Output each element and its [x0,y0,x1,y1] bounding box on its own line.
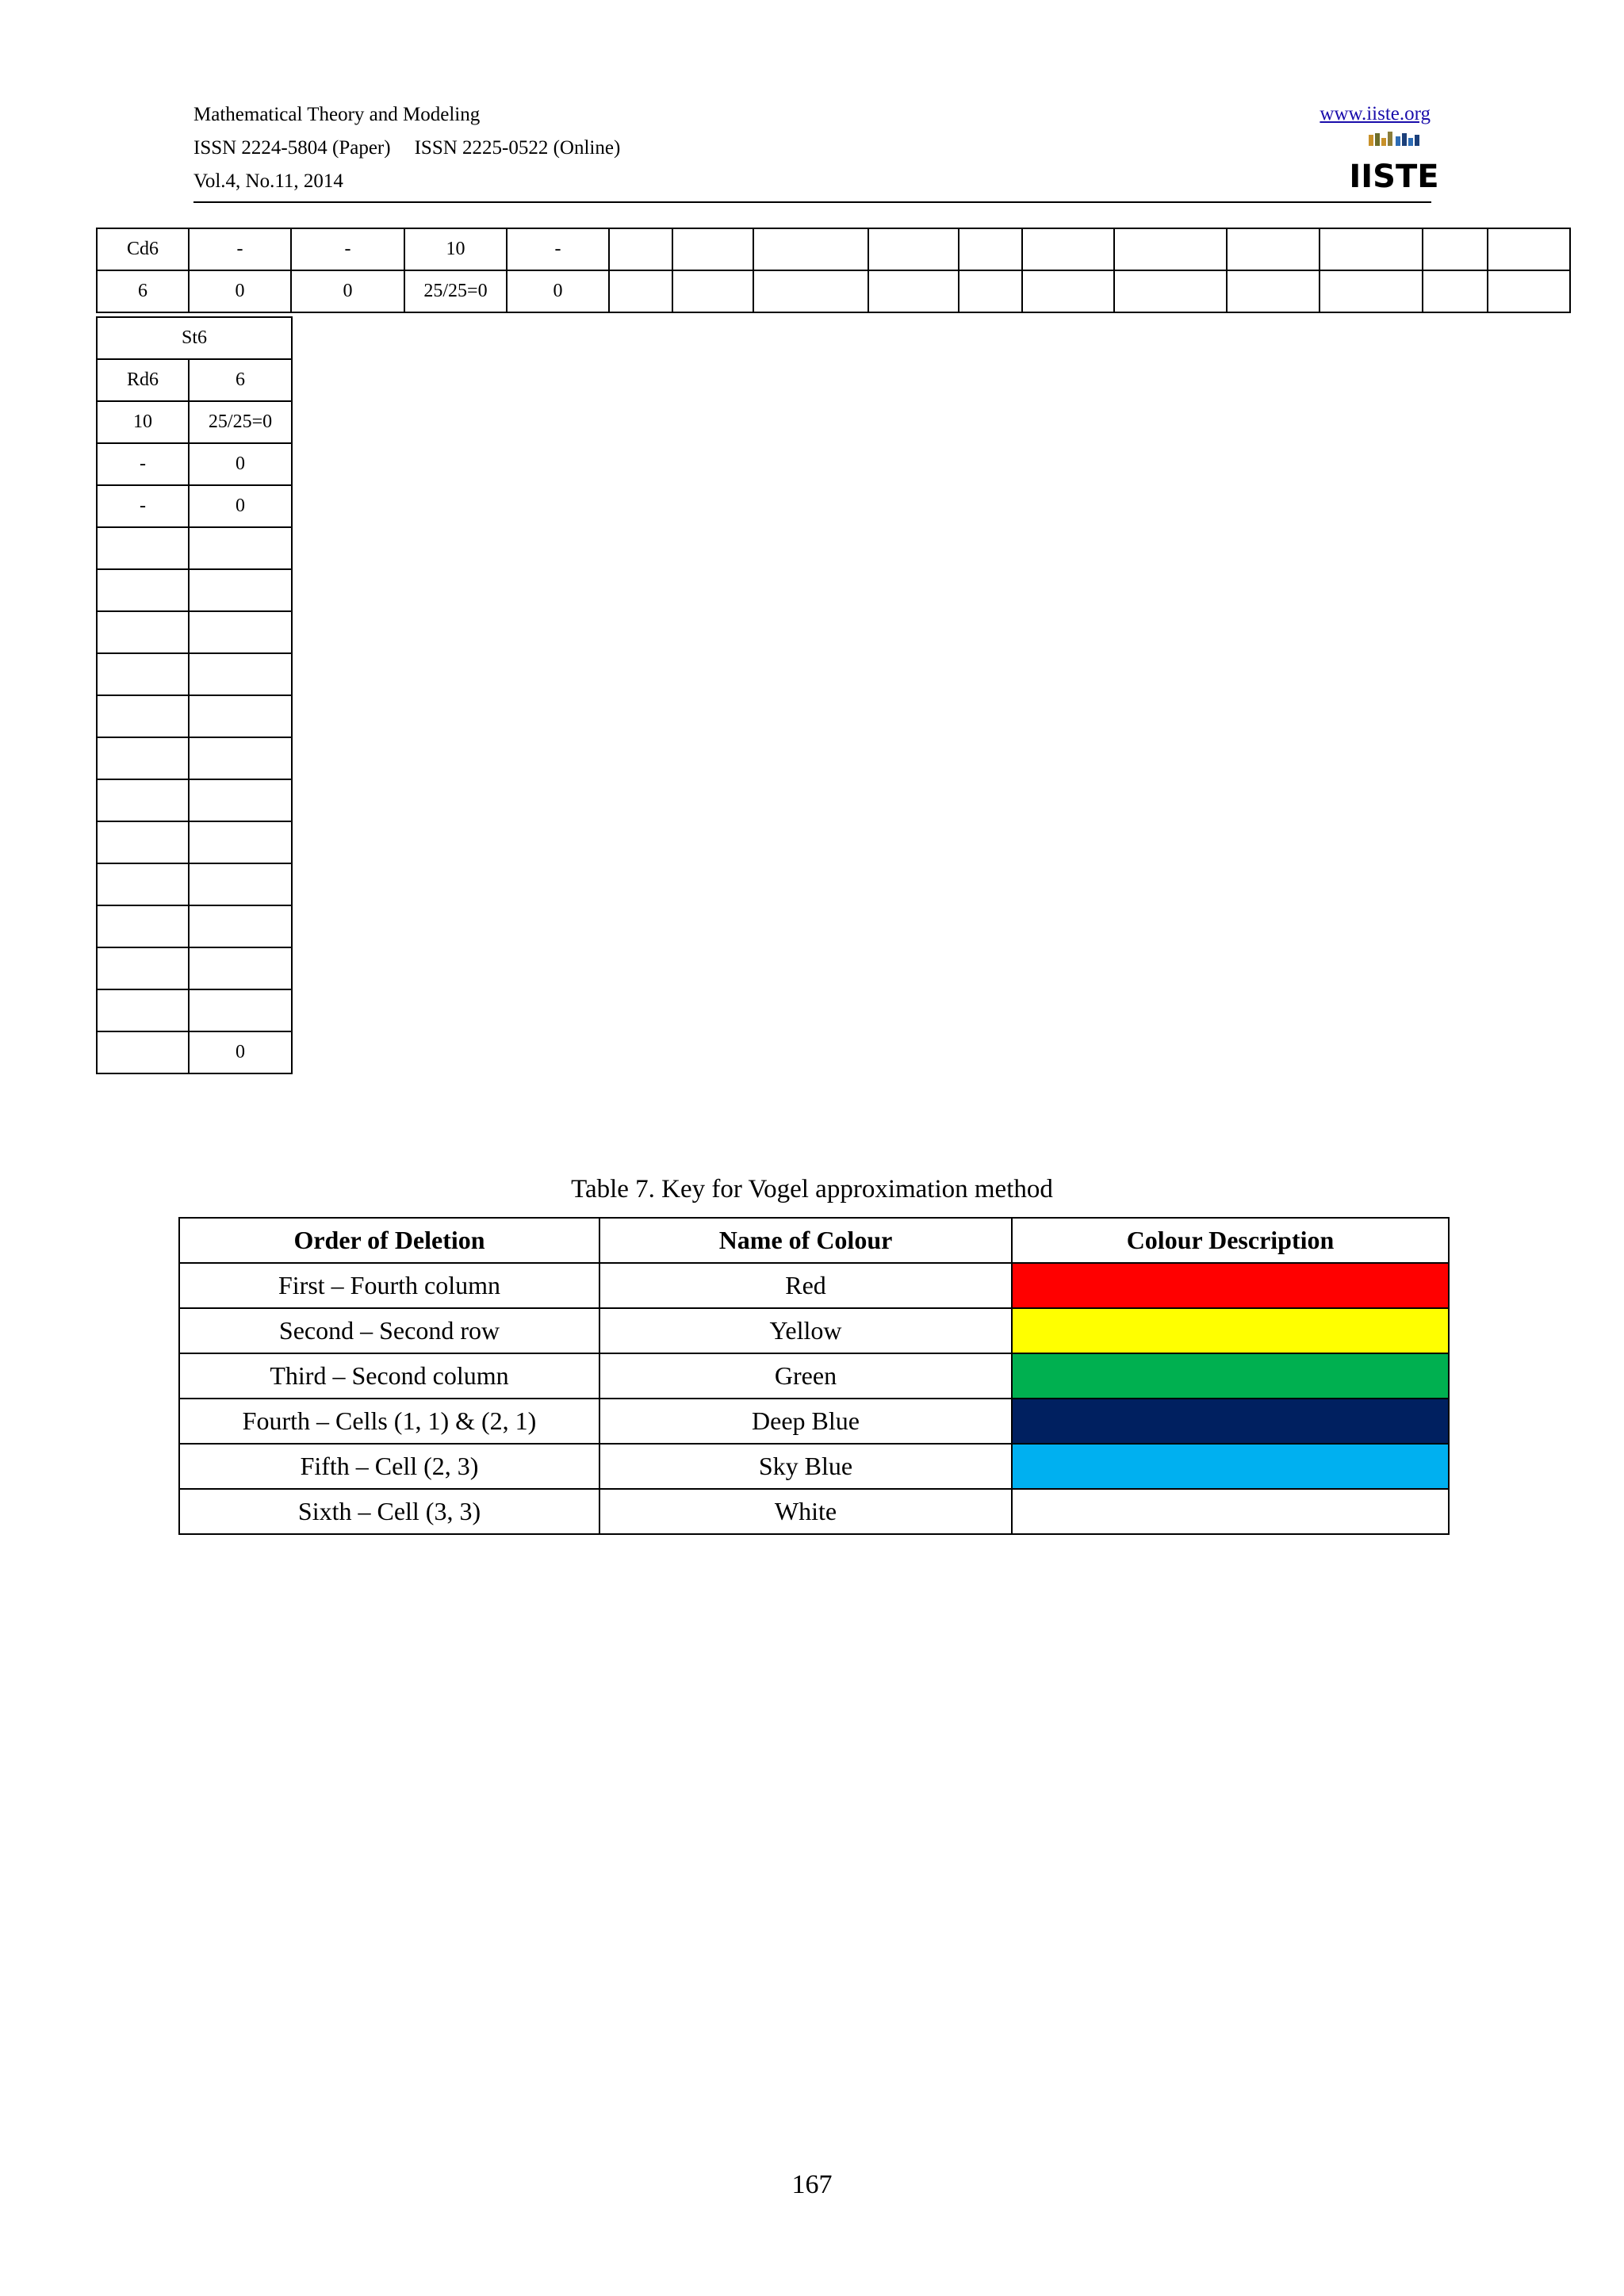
column-header: Order of Deletion [179,1218,599,1263]
colour-swatch [1012,1444,1449,1489]
table-cell [868,228,959,270]
colour-name-cell: Red [599,1263,1012,1308]
issn-line [193,136,620,160]
table-header-row [179,1218,1449,1263]
colour-swatch [1012,1489,1449,1534]
st6-header-cell: St6 [97,317,292,359]
table-row [97,359,292,401]
table-row [97,485,292,527]
table-row [97,779,292,821]
key-row [179,1353,1449,1399]
table-cell [97,695,189,737]
table-cell [97,527,189,569]
table-row [97,947,292,989]
table-cell: 0 [189,443,292,485]
table-cell: 10 [97,401,189,443]
table-cell [189,947,292,989]
table-cell [189,695,292,737]
table-cell [959,228,1022,270]
table-cell [189,527,292,569]
table-cell [97,905,189,947]
table-row [97,317,292,359]
table-cell [1423,228,1488,270]
table-row [97,569,292,611]
table-cell [97,737,189,779]
deletion-order-cell: First – Fourth column [179,1263,599,1308]
table-cell: 0 [507,270,609,312]
table-cell: 25/25=0 [404,270,507,312]
journal-url-link[interactable]: www.iiste.org [1320,103,1431,124]
table-cell [97,653,189,695]
deletion-order-cell: Sixth – Cell (3, 3) [179,1489,599,1534]
table-cell [1114,270,1227,312]
table-cell: - [189,228,291,270]
deletion-order-cell: Fourth – Cells (1, 1) & (2, 1) [179,1399,599,1444]
table-row [97,821,292,863]
table-cell [868,270,959,312]
table-cell: Rd6 [97,359,189,401]
table-cell [97,569,189,611]
table-cell [1320,228,1423,270]
table-cell: Cd6 [97,228,189,270]
table-row [97,695,292,737]
table-cell [609,270,672,312]
colour-swatch [1012,1399,1449,1444]
volume-info: Vol.4, No.11, 2014 [193,170,343,192]
table-cell: 0 [291,270,404,312]
table-cell [189,653,292,695]
svg-text:IISTE: IISTE [1349,159,1439,195]
table-cell: - [507,228,609,270]
table-cell [672,228,753,270]
table-cell [189,611,292,653]
table-row [97,989,292,1031]
table-cell [1227,228,1320,270]
table-cell: 25/25=0 [189,401,292,443]
table-cell [189,737,292,779]
table-cell [97,821,189,863]
table-cell: 6 [97,270,189,312]
table-row [97,1031,292,1073]
colour-swatch [1012,1353,1449,1399]
key-row [179,1263,1449,1308]
colour-key-table [178,1217,1450,1535]
table-cell [1227,270,1320,312]
table-cell [189,821,292,863]
table-cell [97,611,189,653]
iiste-logo [1349,132,1439,195]
deletion-order-cell: Fifth – Cell (2, 3) [179,1444,599,1489]
table-cell [959,270,1022,312]
colour-name-cell: White [599,1489,1012,1534]
colour-swatch [1012,1263,1449,1308]
table-cell [1022,228,1114,270]
issn-online: ISSN 2225-0522 (Online) [414,137,621,159]
table-cell [753,270,868,312]
table-cell [189,905,292,947]
colour-name-cell: Sky Blue [599,1444,1012,1489]
key-row [179,1308,1449,1353]
table-cell [189,779,292,821]
table-cell [1320,270,1423,312]
key-row [179,1489,1449,1534]
page-number: 167 [791,2170,833,2199]
table-row [97,737,292,779]
table-row [97,653,292,695]
table-cell [97,779,189,821]
table-row [97,270,1570,312]
table-cell [189,569,292,611]
column-header: Name of Colour [599,1218,1012,1263]
table-row [97,863,292,905]
header-rule [193,201,1431,203]
table-row [97,443,292,485]
issn-paper: ISSN 2224-5804 (Paper) [193,137,391,159]
colour-swatch [1012,1308,1449,1353]
deletion-order-cell: Second – Second row [179,1308,599,1353]
column-header: Colour Description [1012,1218,1449,1263]
table-cell [97,1031,189,1073]
table-cell [97,947,189,989]
table-cell [1022,270,1114,312]
key-row [179,1399,1449,1444]
table-cell [753,228,868,270]
table-cell: 10 [404,228,507,270]
table-caption: Table 7. Key for Vogel approximation method [571,1175,1053,1203]
table-row [97,401,292,443]
table-row [97,611,292,653]
table-cell [97,989,189,1031]
table-cell [1488,228,1570,270]
table-cell [189,989,292,1031]
deletion-order-cell: Third – Second column [179,1353,599,1399]
table-cell: - [97,485,189,527]
supply-diff-table [96,316,293,1074]
table-row [97,228,1570,270]
table-cell [1423,270,1488,312]
table-cell: 0 [189,1031,292,1073]
table-cell [609,228,672,270]
table-row [97,905,292,947]
table-cell: 0 [189,485,292,527]
vam-iteration-table [96,228,1571,313]
table-cell: 0 [189,270,291,312]
table-cell [1488,270,1570,312]
table-cell: 6 [189,359,292,401]
table-cell [672,270,753,312]
colour-name-cell: Green [599,1353,1012,1399]
key-row [179,1444,1449,1489]
table-cell: - [97,443,189,485]
table-cell [1114,228,1227,270]
colour-name-cell: Deep Blue [599,1399,1012,1444]
table-cell [97,863,189,905]
table-cell: - [291,228,404,270]
colour-name-cell: Yellow [599,1308,1012,1353]
table-row [97,527,292,569]
journal-title: Mathematical Theory and Modeling [193,104,481,125]
table-cell [189,863,292,905]
